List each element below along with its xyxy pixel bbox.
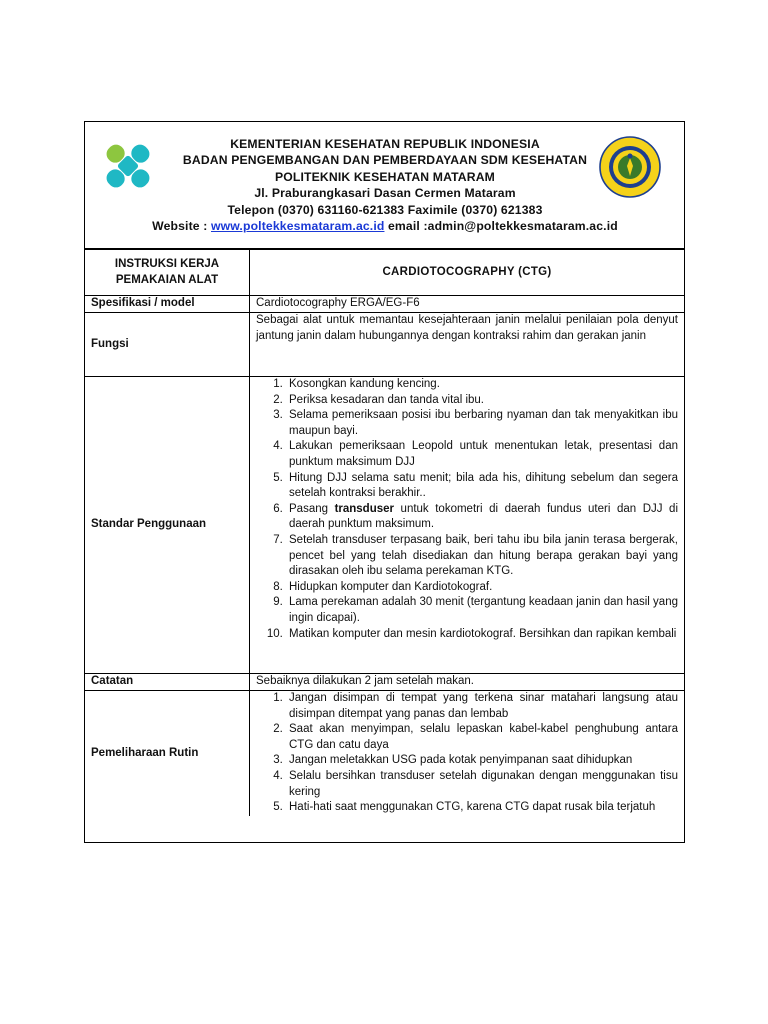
address: Jl. Praburangkasari Dasan Cermen Mataram [254,186,516,201]
institution-name: POLITEKNIK KESEHATAN MATARAM [275,169,495,184]
fungsi-value: Sebagai alat untuk memantau kesejahteraan janin melalui penilaian pola denyut jantung janin dalam hubungannya dengan kontraksi rahim dan gerakan janin [250,313,685,377]
website-label: Website : [152,219,211,234]
standar-step-4: 4. Lakukan pemeriksaan Leopold untuk menentukan letak, presentasi dan punktum maksimum DJJ [286,439,678,470]
standar-step-2: 2. Periksa kesadaran dan tanda vital ibu. [286,393,678,409]
standar-step-8: 8. Hidupkan komputer dan Kardiotokograf. [286,580,678,596]
poltekkes-mataram-seal [599,136,661,198]
catatan-value: Sebaiknya dilakukan 2 jam setelah makan. [250,674,685,691]
website-link[interactable]: www.poltekkesmataram.ac.id [211,219,385,234]
instruction-line-1: INSTRUKSI KERJA [114,257,220,270]
letterhead-text [145,136,625,234]
standar-step-10: 10. Matikan komputer dan mesin kardiotokograf. Bersihkan dan rapikan kembali [286,627,678,643]
standar-step-9: 9. Lama perekaman adalah 30 menit (tergantung keadaan janin dan hasil yang ingin dicapai). [286,595,678,626]
spec-label: Spesifikasi / model [85,296,250,313]
work-instruction-table [85,249,684,816]
standar-steps [256,377,678,642]
pemeliharaan-steps [256,691,678,816]
catatan-label: Catatan [85,674,250,691]
contact-line [145,218,625,234]
standar-step-1: 1. Kosongkan kandung kencing. [286,377,678,393]
spec-value: Cardiotocography ERGA/EG-F6 [250,296,685,313]
standar-step-3: 3. Selama pemeriksaan posisi ibu berbaring nyaman dan tak menyakitkan ibu maupun bayi. [286,408,678,439]
pemeliharaan-step-1: 1. Jangan disimpan di tempat yang terkena sinar matahari langsung atau disimpan ditempat yang panas dan lembab [286,691,678,722]
pemeliharaan-step-5: 5. Hati-hati saat menggunakan CTG, karena CTG dapat rusak bila terjatuh [286,800,678,816]
letterhead [85,122,684,249]
pemeliharaan-label: Pemeliharaan Rutin [85,691,250,816]
pemeliharaan-step-3: 3. Jangan meletakkan USG pada kotak penyimpanan saat dihidupkan [286,753,678,769]
step-6-bold: transduser [334,502,394,515]
spec-row [85,296,684,313]
email-text: email :admin@poltekkesmataram.ac.id [384,219,618,234]
phone-fax: Telepon (0370) 631160-621383 Faximile (0370) 621383 [227,202,543,217]
device-title: CARDIOTOCOGRAPHY (CTG) [250,250,685,296]
standar-step-7: 7. Setelah transduser terpasang baik, beri tahu ibu bila janin terasa bergerak, pencet bel yang telah disediakan dan hitung berapa gerakan bayi yang dirasakan oleh ibu selama perekaman KTG. [286,533,678,580]
pemeliharaan-step-2: 2. Saat akan menyimpan, selalu lepaskan kabel-kabel penghubung antara CTG dan catu daya [286,722,678,753]
fungsi-label: Fungsi [85,313,250,377]
pemeliharaan-steps-cell [250,691,685,816]
pemeliharaan-row [85,691,684,816]
agency-name: BADAN PENGEMBANGAN DAN PEMBERDAYAAN SDM KESEHATAN [182,153,588,168]
fungsi-row [85,313,684,377]
instruction-label-cell [85,250,250,296]
step-6-start: Pasang [289,502,335,515]
ministry-name: KEMENTERIAN KESEHATAN REPUBLIK INDONESIA [230,137,540,151]
step-6-rest: untuk tokometri di daerah fundus uteri dan DJJ di daerah punktum maksimum. [289,502,679,531]
instruction-line-2: PEMAKAIAN ALAT [115,273,219,286]
pemeliharaan-step-4: 4. Selalu bersihkan transduser setelah digunakan dengan menggunakan tisu kering [286,769,678,800]
standar-label: Standar Penggunaan [85,377,250,674]
standar-steps-cell [250,377,685,674]
standar-step-6 [286,502,678,533]
document-page [84,121,685,843]
title-row [85,250,684,296]
standar-step-5: 5. Hitung DJJ selama satu menit; bila ada his, dihitung sebelum dan segera setelah kontraksi berakhir.. [286,471,678,502]
standar-row [85,377,684,674]
catatan-row [85,674,684,691]
